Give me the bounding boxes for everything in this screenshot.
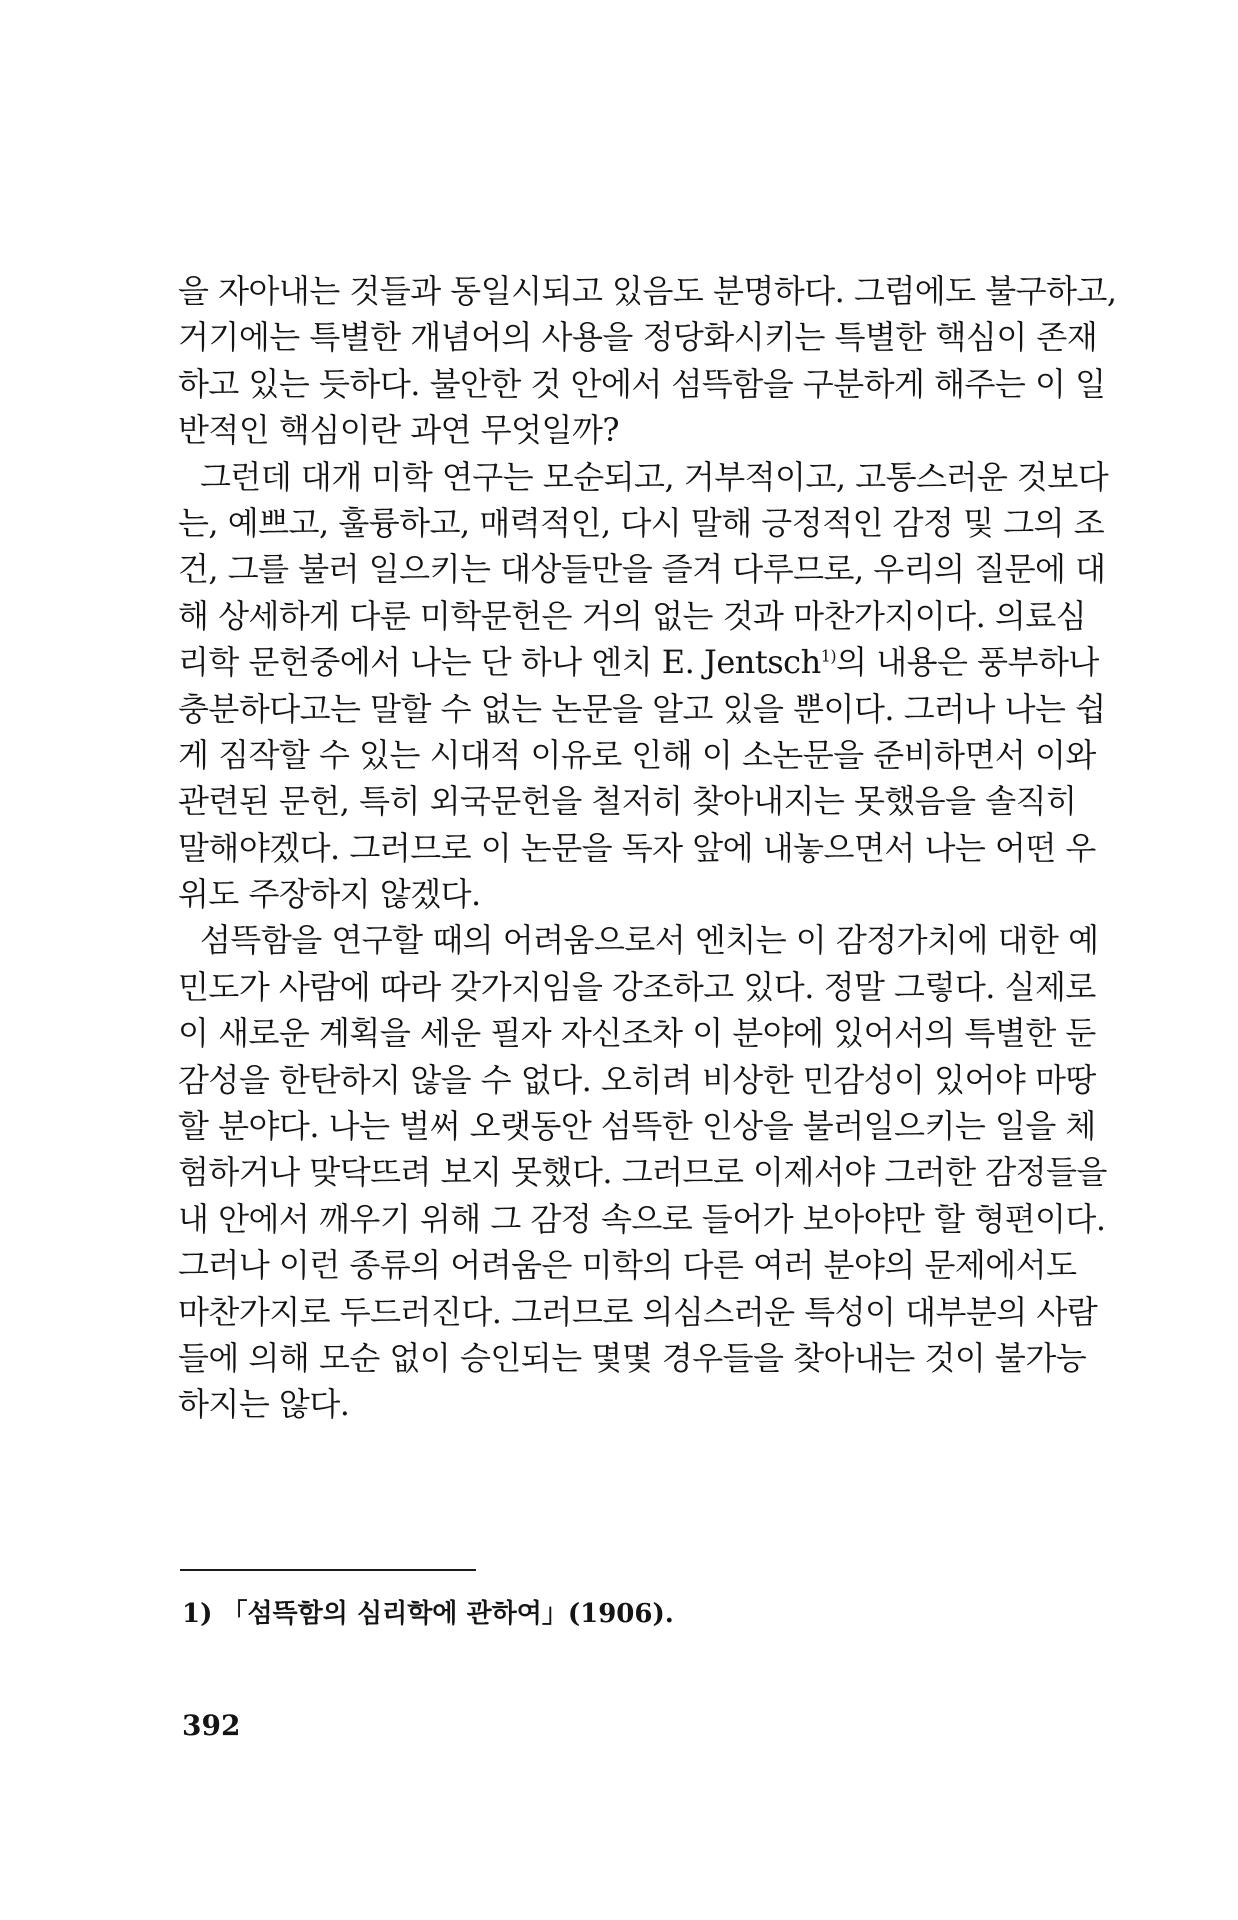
- footnote-divider: [180, 1569, 476, 1571]
- text-line: 하고 있는 듯하다. 불안한 것 안에서 섬뜩함을 구분하게 해주는 이 일: [178, 364, 1106, 403]
- text-line: 게 짐작할 수 있는 시대적 이유로 인해 이 소논문을 준비하면서 이와: [178, 735, 1096, 774]
- text-line: 이 새로운 계획을 세운 필자 자신조차 이 분야에 있어서의 특별한 둔: [178, 1014, 1096, 1053]
- text-line: 을 자아내는 것들과 동일시되고 있음도 분명하다. 그럼에도 불구하고,: [178, 272, 1117, 310]
- text-line: 감성을 한탄하지 않을 수 없다. 오히려 비상한 민감성이 있어야 마땅: [178, 1060, 1096, 1099]
- text-line: 마찬가지로 두드러진다. 그러므로 의심스러운 특성이 대부분의 사람: [178, 1292, 1098, 1331]
- footnote-reference: 1): [820, 646, 837, 666]
- text-line: 들에 의해 모순 없이 승인되는 몇몇 경우들을 찾아내는 것이 불가능: [178, 1338, 1087, 1377]
- body-text: [178, 268, 1117, 1428]
- paragraph-3: [178, 917, 1107, 1427]
- text-line: 말해야겠다. 그러므로 이 논문을 독자 앞에 내놓으면서 나는 어떤 우: [178, 828, 1096, 867]
- text-line: 해 상세하게 다룬 미학문헌은 거의 없는 것과 마찬가지이다. 의료심: [178, 596, 1087, 635]
- text-line: 는, 예쁘고, 훌륭하고, 매력적인, 다시 말해 긍정적인 감정 및 그의 조: [178, 503, 1105, 542]
- text-line: 위도 주장하지 않겠다.: [178, 875, 481, 914]
- text-line: 그런데 대개 미학 연구는 모순되고, 거부적이고, 고통스러운 것보다: [200, 457, 1109, 496]
- text-line: 민도가 사람에 따라 갖가지임을 강조하고 있다. 정말 그렇다. 실제로: [178, 967, 1096, 1006]
- text-line-with-footnote: [178, 639, 1099, 685]
- paragraph-1: [178, 268, 1117, 454]
- text-line: 내 안에서 깨우기 위해 그 감정 속으로 들어가 보아야만 할 형편이다.: [178, 1199, 1106, 1238]
- text-line: 하지는 않다.: [178, 1385, 350, 1424]
- text-line: 건, 그를 불러 일으키는 대상들만을 즐겨 다루므로, 우리의 질문에 대: [178, 550, 1106, 589]
- text-line: 할 분야다. 나는 벌써 오랫동안 섬뜩한 인상을 불러일으키는 일을 체: [178, 1107, 1096, 1146]
- text-line: 반적인 핵심이란 과연 무엇일까?: [178, 411, 620, 450]
- text-segment: 의 내용은 풍부하나: [836, 643, 1099, 682]
- text-segment: 리학 문헌중에서 나는 단 하나 엔치 E. Jentsch: [178, 643, 821, 682]
- text-line: 그러나 이런 종류의 어려움은 미학의 다른 여러 분야의 문제에서도: [178, 1246, 1077, 1285]
- text-line: 충분하다고는 말할 수 없는 논문을 알고 있을 뿐이다. 그러나 나는 쉽: [178, 689, 1106, 728]
- text-line: 관련된 문헌, 특히 외국문헌을 철저히 찾아내지는 못했음을 솔직히: [178, 782, 1077, 821]
- text-line: 섬뜩함을 연구할 때의 어려움으로서 엔치는 이 감정가치에 대한 예: [200, 921, 1099, 960]
- text-line: 거기에는 특별한 개념어의 사용을 정당화시키는 특별한 핵심이 존재: [178, 318, 1098, 357]
- footnote: 1) 「섬뜩함의 심리학에 관하여」(1906).: [182, 1599, 674, 1629]
- page-number: 392: [182, 1709, 241, 1742]
- paragraph-2: [178, 454, 1109, 918]
- text-line: 험하거나 맞닥뜨려 보지 못했다. 그러므로 이제서야 그러한 감정들을: [178, 1153, 1107, 1192]
